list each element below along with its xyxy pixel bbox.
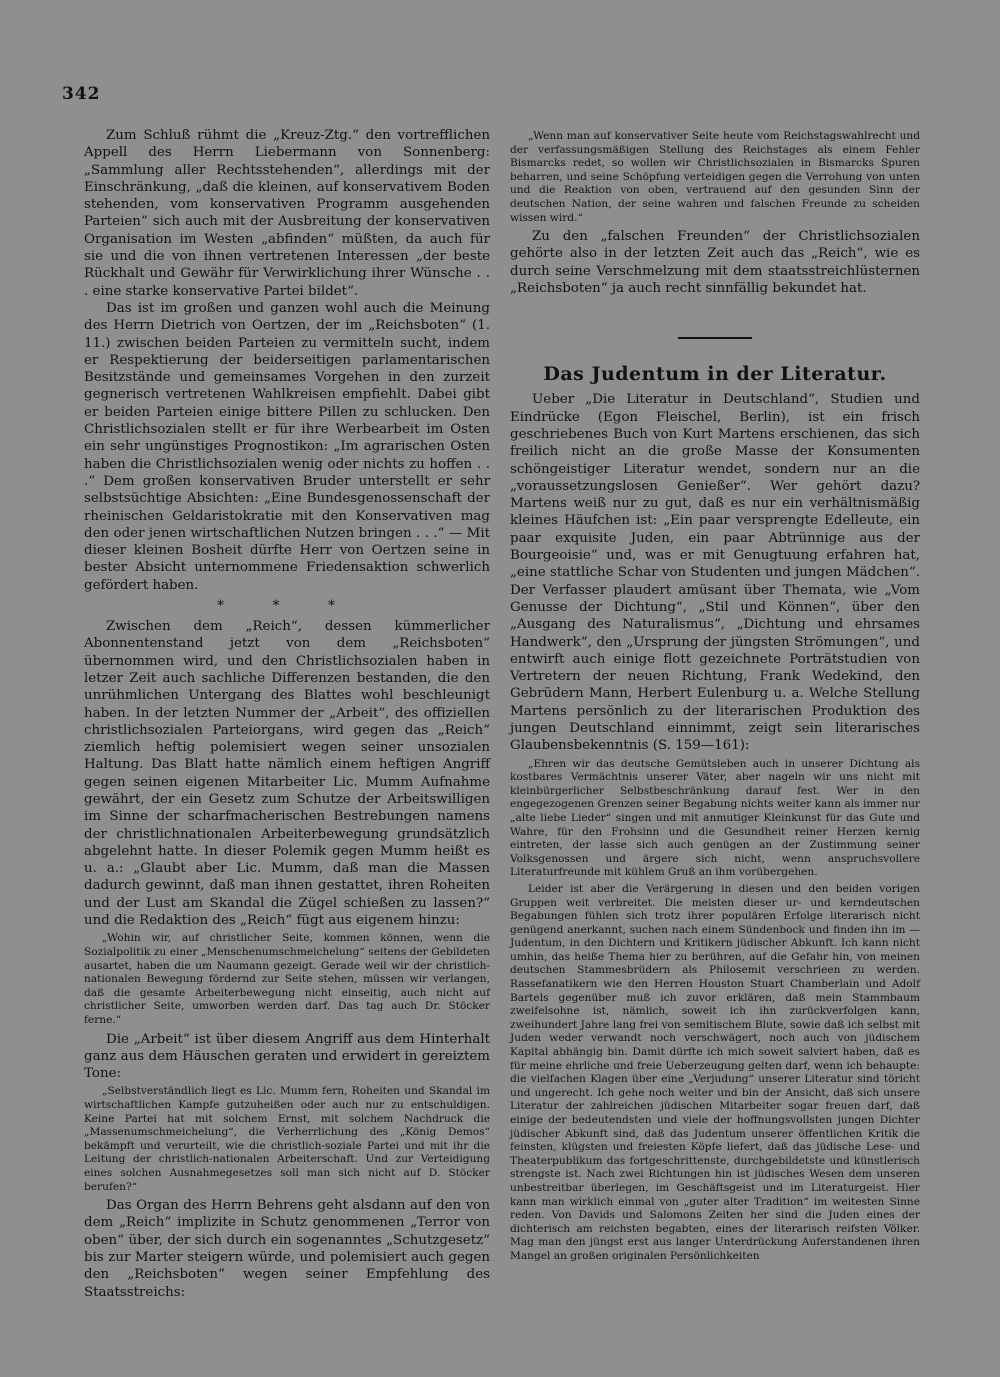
section-divider	[678, 337, 752, 339]
paragraph-arbeit: Die „Arbeit“ ist über diesem Angriff aus dem Hinterhalt ganz aus dem Häuschen geraten und erwidert in gereiztem Tone:	[84, 1031, 490, 1082]
paragraph-oertzen: Das ist im großen und ganzen wohl auch die Meinung des Herrn Dietrich von Oertzen, der im „Reichsboten“ (1. 11.) zwischen beiden Parteien zu vermitteln sucht, indem er Respektierung der beiderseitigen parlamentarischen Besitzstände und gemeinsames Vorgehen in den zurzeit gegnerisch vertretenen Wahlkreisen empfiehlt. Dabei gibt er beiden Parteien einige bittere Pillen zu schlucken. Den Christlichsozialen stellt er für ihre Werbearbeit im Osten ein sehr ungünstiges Prognostikon: „Im agrarischen Osten haben die Christlichsozialen wenig oder nichts zu hoffen . . .“ Dem großen konservativen Bruder unterstellt er sehr selbstsüchtige Absichten: „Eine Bundesgenossenschaft der rheinischen Geldaristokratie mit den Konservativen mag den oder jenen wirtschaftlichen Nutzen bringen . . .“ — Mit dieser kleinen Bosheit dürfte Herr von Oertzen seine in bester Absicht unternommene Friedensaktion schwerlich gefördert haben.	[84, 300, 490, 593]
article-heading: Das Judentum in der Literatur.	[543, 363, 887, 386]
quote-gemuetsleben: „Ehren wir das deutsche Gemütsleben auch in unserer Dichtung als kostbares Vermächtnis unserer Väter, aber nageln wir uns nicht mit kleinbürgerlicher Selbstbeschränkung darauf fest. Wer in den engegezogenen Grenzen seiner Begabung nichts weiter kann als immer nur „alte liebe Lieder“ singen und mit anmutiger Kleinkunst für das Gute und Wahre, für den Frohsinn und die Gesundheit reiner Herzen kernig eintreten, der lasse sich auch genügen an der Zustimmung seiner Volksgenossen und ärgere sich nicht, wenn anspruchsvollere Literaturfreunde mit kühlem Gruß an ihm vorübergehen.	[510, 757, 920, 879]
quote-verjudung: Leider ist aber die Verärgerung in diesen und den beiden vorigen Gruppen weit verbreitet. Die meisten dieser ur- und kerndeutschen Begabungen fühlen sich trotz ihrer populären Erfolge literarisch nicht genügend anerkannt, suchen nach einem Sündenbock und finden ihn im — Judentum, in den Dichtern und Kritikern jüdischer Abkunft. Ich kann nicht umhin, das heiße Thema hier zu berühren, auf die Gefahr hin, von meinen deutschen Stammesbrüdern als Philosemit verschrieen zu werden. Rassefanatikern wie den Herren Houston Stuart Chamberlain und Adolf Bartels gegenüber muß ich zuvor erklären, daß mein Stammbaum zweifelsohne ist, nämlich, soweit ich ihn zurückverfolgen kann, zweihundert Jahre lang frei von semitischem Blute, sowie daß ich selbst mit Juden weder verwandt noch verschwägert, noch auch von jüdischem Kapital abhängig bin. Damit dürfte ich mich soweit salviert haben, daß es für meine ehrliche und freie Ueberzeugung gelten darf, wenn ich behaupte: die vielfachen Klagen über eine „Verjudung“ unserer Literatur sind töricht und ungerecht. Ich gehe noch weiter und bin der Ansicht, daß sich unsere Literatur der zahlreichen jüdischen Mitarbeiter sogar freuen darf, daß einige der bedeutendsten und viele der hoffnungsvollsten jungen Dichter jüdischer Abkunft sind, daß das Judentum unserer öffentlichen Kritik die feinsten, klügsten und freiesten Köpfe liefert, daß das jüdische Lese- und Theaterpublikum das fortgeschrittenste, durchgebildetste und künstlerisch strengste ist. Nach zwei Richtungen hin ist jüdisches Wesen dem unseren unbestreitbar überlegen, im Geschäftsgeist und im Literaturgeist. Hier kann man wirklich einmal von „guter alter Tradition“ im weitesten Sinne reden. Von Davids und Salomons Zeiten her sind die Juden eines der dichterisch am reichsten begabten, eines der literarisch reifsten Völker. Mag man den jüngst erst aus langer Unterdrückung Auferstandenen ihren Mangel an großen originalen Persönlichkeiten	[510, 882, 920, 1262]
page-number: 342	[62, 84, 101, 104]
paragraph-behrens: Das Organ des Herrn Behrens geht alsdann auf den von dem „Reich“ implizite in Schutz genommenen „Terror von oben“ über, der sich durch ein sogenanntes „Schutzgesetz“ bis zur Marter steigern würde, und polemisiert auch gegen den „Reichsboten“ wegen seiner Empfehlung des Staatsstreichs:	[84, 1198, 490, 1300]
quote-reich: „Wohin wir, auf christlicher Seite, kommen können, wenn die Sozialpolitik zu einer „Menschenumschmeichelung“ seitens der Gebildeten ausartet, haben die um Naumann gezeigt. Gerade weil wir der christlich-nationalen Bewegung fördernd zur Seite stehen, müssen wir verlangen, daß die gesamte Arbeiterbewegung nicht einseitig, auch nicht auf christlicher Seite, umworben werden darf. Das tag auch Dr. Stöcker ferne.“	[84, 932, 490, 1026]
right-column	[510, 127, 920, 1267]
paragraph-reich: Zwischen dem „Reich“, dessen kümmerlicher Abonnentenstand jetzt von dem „Reichsboten“ übernommen wird, und den Christlichsozialen haben in letzer Zeit auch sachliche Differenzen bestanden, die den unrühmlichen Untergang des Blattes wohl beschleunigt haben. In der letzten Nummer der „Arbeit“, des offiziellen christlichsozialen Parteiorgans, wird gegen das „Reich“ ziemlich heftig polemisiert wegen seiner unsozialen Haltung. Das Blatt hatte nämlich einem heftigen Angriff gegen seinen eigenen Mitarbeiter Lic. Mumm Aufnahme gewährt, der ein Gesetz zum Schutze der Arbeitswilligen im Sinne der scharfmacherischen Bestrebungen namens der christlichnationalen Arbeiterbewegung grundsätzlich abgelehnt hatte. In dieser Polemik gegen Mumm heißt es u. a.: „Glaubt aber Lic. Mumm, daß man die Massen dadurch gewinnt, daß man ihnen gestattet, ihren Roheiten und der Lust am Skandal die Zügel schießen zu lassen?“ und die Redaktion des „Reich“ fügt aus eigenem hinzu:	[84, 619, 490, 929]
section-separator: * * *	[217, 598, 357, 615]
left-column	[84, 127, 490, 1301]
paragraph-kreuzzeitung: Zum Schluß rühmt die „Kreuz-Ztg.“ den vortrefflichen Appell des Herrn Liebermann von Sonnenberg: „Sammlung aller Rechtsstehenden“, allerdings mit der Einschränkung, „daß die kleinen, auf konservativem Boden stehenden, vom konservativen Programm ausgehenden Parteien“ sich auch mit der Ausbreitung der konservativen Organisation im Westen „abfinden“ müßten, da auch für sie und die von ihnen vertretenen Interessen „der beste Rückhalt und Gewähr für Verwirklichung ihrer Wünsche . . . eine starke konservative Partei bildet“.	[84, 128, 490, 299]
quote-arbeit: „Selbstverständlich liegt es Lic. Mumm fern, Roheiten und Skandal im wirtschaftlichen Kampfe gutzuheißen oder auch nur zu entschuldigen. Keine Partei hat mit solchem Ernst, mit solchem Nachdruck die „Massenumschmeichelung“, die Verherrlichung des „König Demos“ bekämpft und verurteilt, wie die christlich-soziale Partei und mit ihr die Leitung der christlich-nationalen Arbeiterschaft. Und zur Verteidigung eines solchen Ausnahmegesetzes soll man sich nicht auf D. Stöcker berufen?“	[84, 1085, 490, 1193]
quote-reichstagswahlrecht: „Wenn man auf konservativer Seite heute vom Reichstagswahlrecht und der verfassungsmäßigen Stellung des Reichstages als einem Fehler Bismarcks redet, so wollen wir Christlichsozialen in Bismarcks Spuren beharren, und seine Schöpfung verteidigen gegen die Verrohung von unten und die Reaktion von oben, vertrauend auf den gesunden Sinn der deutschen Nation, der seine wahren und falschen Freunde zu scheiden wissen wird.“	[510, 130, 920, 224]
paragraph-martens: Ueber „Die Literatur in Deutschland“, Studien und Eindrücke (Egon Fleischel, Berlin), ist ein frisch geschriebenes Buch von Kurt Martens erschienen, das sich freilich nicht an die große Masse der Konsumenten schöngeistiger Literatur wendet, sondern nur an die „voraussetzungslosen Genießer“. Wer gehört dazu? Martens weiß nur zu gut, daß es nur ein verhältnismäßig kleines Häufchen ist: „Ein paar versprengte Edelleute, ein paar exquisite Juden, ein paar Abtrünnige aus der Bourgeoisie“ und, was er mit Genugtuung erfahren hat, „eine stattliche Schar von Studenten und jungen Mädchen“. Der Verfasser plaudert amüsant über Themata, wie „Vom Genusse der Dichtung“, „Stil und Können“, über den „Ausgang des Naturalismus“, „Dichtung und ehrsames Handwerk“, den „Ursprung der jüngsten Strömungen“, und entwirft auch einige flott gezeichnete Porträtstudien von Vertretern der neuen Richtung, Frank Wedekind, den Gebrüdern Mann, Herbert Eulenburg u. a. Welche Stellung Martens persönlich zu der literarischen Produktion des jungen Deutschland einnimmt, zeigt sein literarisches Glaubensbekenntnis (S. 159—161):	[510, 392, 920, 754]
paragraph-falsche-freunde: Zu den „falschen Freunden“ der Christlichsozialen gehörte also in der letzten Zeit auch das „Reich“, wie es durch seine Verschmelzung mit dem staatsstreichlüsternen „Reichsboten“ ja auch recht sinnfällig bekundet hat.	[510, 229, 920, 297]
